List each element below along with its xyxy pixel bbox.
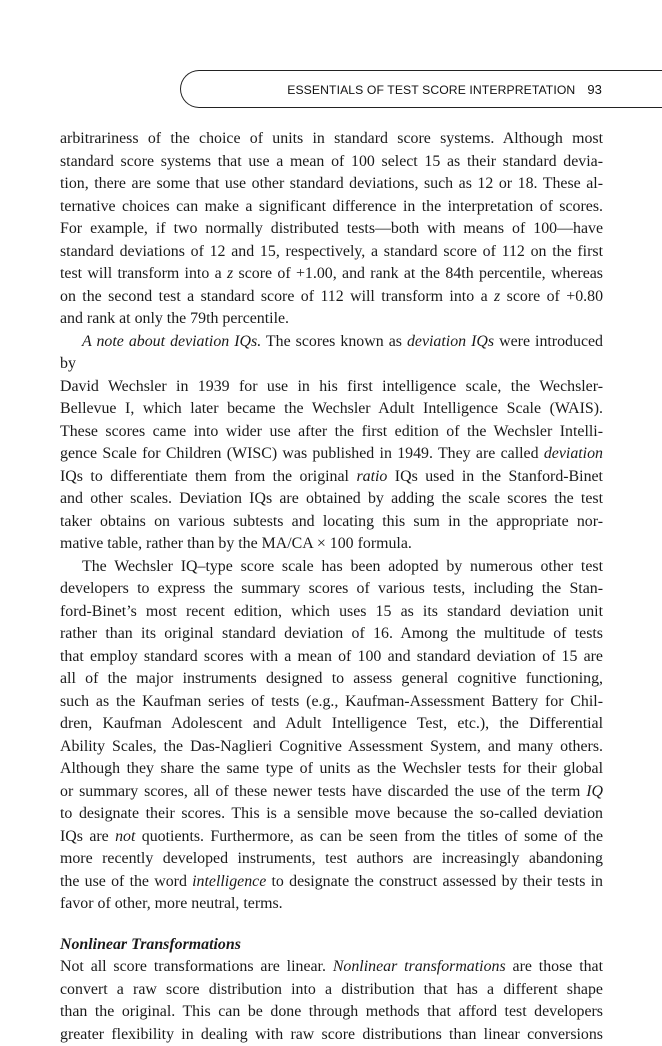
text-line: and rank at only the 79th percentile. [60,308,603,331]
running-title: ESSENTIALS OF TEST SCORE INTERPRETATION [287,83,575,97]
text-line: Bellevue I, which later became the Wechsler Adult Intelligence Scale (WAIS). [60,398,603,421]
z-symbol: z [227,265,233,282]
text-line: standard deviations of 12 and 15, respectively, a standard score of 112 on the first [60,241,603,264]
text-line: all of the major instruments designed to assess general cognitive functioning, [60,668,603,691]
text-line: Not all score transformations are linear. Nonlinear transformations are those that [60,956,603,979]
z-symbol: z [494,288,500,305]
paragraph-wechsler-scale [60,556,603,916]
section-nonlinear [60,934,603,1046]
text-line: convert a raw score distribution into a distribution that has a different shape [60,979,603,1002]
text-line: ternative choices can make a significant difference in the interpretation of scores. [60,196,603,219]
paragraph-deviation-iqs [60,331,603,556]
text-line: These scores came into wider use after the first edition of the Wechsler Intelli- [60,421,603,444]
text-line: For example, if two normally distributed tests—both with means of 100—have [60,218,603,241]
section-heading: Nonlinear Transformations [60,934,603,957]
text-line: rather than its original standard deviation of 16. Among the multitude of tests [60,623,603,646]
paragraph-units [60,128,603,331]
text-line: dren, Kaufman Adolescent and Adult Intelligence Test, etc.), the Differential [60,713,603,736]
text-line: David Wechsler in 1939 for use in his first intelligence scale, the Wechsler- [60,376,603,399]
text-line: greater flexibility in dealing with raw score distributions than linear conversions [60,1024,603,1046]
text-line: such as the Kaufman series of tests (e.g., Kaufman-Assessment Battery for Chil- [60,691,603,714]
text-line: the use of the word intelligence to designate the construct assessed by their tests in [60,871,603,894]
body-text [60,128,603,1046]
text-line: Ability Scales, the Das-Naglieri Cognitive Assessment System, and many others. [60,736,603,759]
text-line: than the original. This can be done through methods that afford test developers [60,1001,603,1024]
text-line: ford-Binet’s most recent edition, which uses 15 as its standard deviation unit [60,601,603,624]
text-line: IQs to differentiate them from the original ratio IQs used in the Stanford-Binet [60,466,603,489]
text-line: arbitrariness of the choice of units in standard score systems. Although most [60,128,603,151]
text-line: and other scales. Deviation IQs are obtained by adding the scale scores the test [60,488,603,511]
page-number: 93 [587,82,602,97]
text-line: gence Scale for Children (WISC) was published in 1949. They are called deviation [60,443,603,466]
text-line: developers to express the summary scores of various tests, including the Stan- [60,578,603,601]
text-line: tion, there are some that use other standard deviations, such as 12 or 18. These al- [60,173,603,196]
text-line: or summary scores, all of these newer tests have discarded the use of the term IQ [60,781,603,804]
text-line: that employ standard scores with a mean of 100 and standard deviation of 15 are [60,646,603,669]
text-line: A note about deviation IQs. The scores known as deviation IQs were introduced by [60,331,603,376]
text-line: mative table, rather than by the MA/CA × 100 formula. [60,533,603,556]
text-line: to designate their scores. This is a sensible move because the so-called deviation [60,803,603,826]
run-in-heading: A note about deviation IQs. [82,333,261,350]
text-line: more recently developed instruments, test authors are increasingly abandoning [60,848,603,871]
text-line: IQs are not quotients. Furthermore, as can be seen from the titles of some of the [60,826,603,849]
text-line: taker obtains on various subtests and locating this sum in the appropriate nor- [60,511,603,534]
text-line: The Wechsler IQ–type score scale has been adopted by numerous other test [60,556,603,579]
text-line: standard score systems that use a mean of 100 select 15 as their standard devia- [60,151,603,174]
text-line: Although they share the same type of units as the Wechsler tests for their global [60,758,603,781]
running-head [287,82,602,97]
text-line: test will transform into a z score of +1.00, and rank at the 84th percentile, whereas [60,263,603,286]
text-line: on the second test a standard score of 112 will transform into a z score of +0.80 [60,286,603,309]
text-line: favor of other, more neutral, terms. [60,893,603,916]
